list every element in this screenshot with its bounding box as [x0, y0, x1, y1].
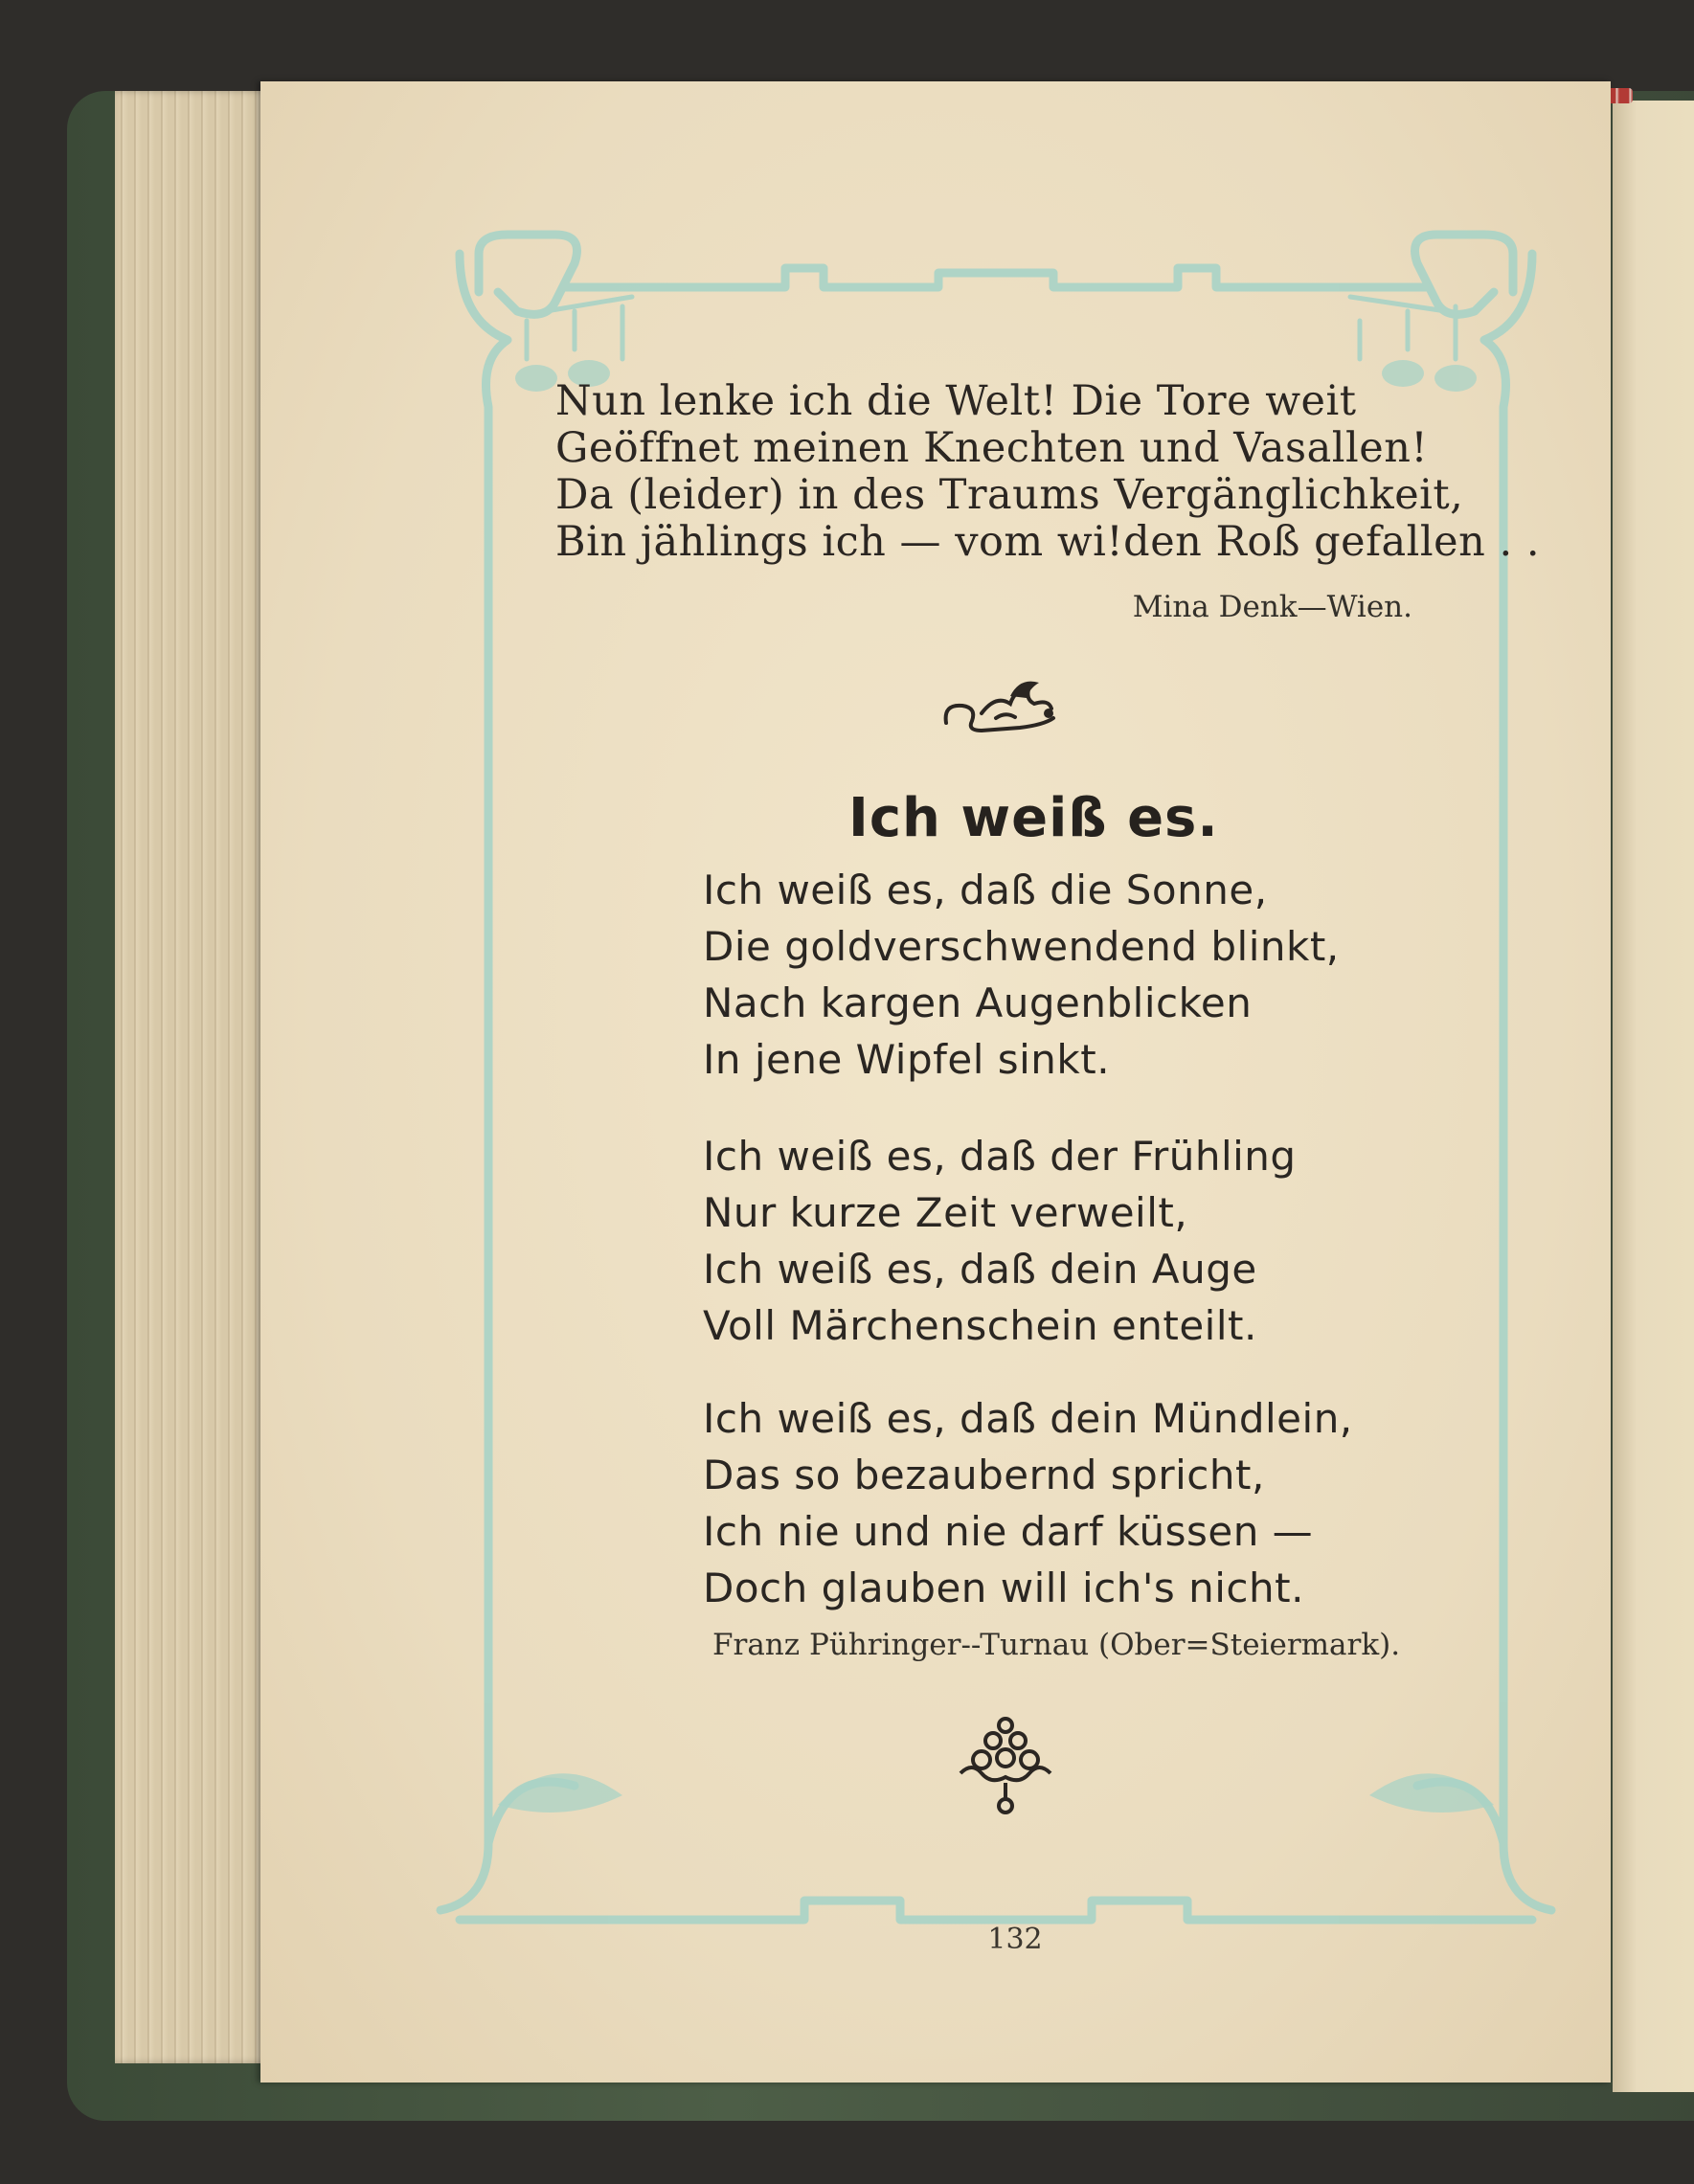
author-attribution: Franz Pühringer--Turnau (Ober=Steiermark). — [712, 1628, 1401, 1662]
poem-title: Ich weiß es. — [848, 787, 1219, 849]
stanza-2 — [703, 1128, 1297, 1354]
verse-line: Bin jählings ich — vom wi!den Roß gefallen . . — [555, 518, 1540, 566]
facing-page-edge — [1613, 101, 1694, 2092]
poem-fragment — [555, 378, 1540, 566]
verse-line: Die goldverschwendend blinkt, — [703, 923, 1340, 970]
verse-line: In jene Wipfel sinkt. — [703, 1036, 1111, 1083]
verse-line: Nach kargen Augenblicken — [703, 979, 1253, 1026]
verse-line: Nur kurze Zeit verweilt, — [703, 1189, 1188, 1236]
dragon-vignette-icon — [938, 675, 1073, 746]
verse-line: Geöffnet meinen Knechten und Vasallen! — [555, 424, 1429, 472]
verse-line: Ich nie und nie darf küssen — — [703, 1508, 1314, 1555]
floral-tailpiece-icon — [953, 1714, 1058, 1823]
author-attribution: Mina Denk—Wien. — [1132, 590, 1412, 624]
verse-line: Das so bezaubernd spricht, — [703, 1452, 1265, 1498]
page-number: 132 — [987, 1923, 1043, 1956]
verse-line: Ich weiß es, daß dein Mündlein, — [703, 1395, 1353, 1442]
verse-line: Nun lenke ich die Welt! Die Tore weit — [555, 377, 1357, 425]
verse-line: Ich weiß es, daß der Frühling — [703, 1133, 1297, 1180]
page-edges — [115, 91, 278, 2063]
verse-line: Voll Märchenschein enteilt. — [703, 1302, 1257, 1349]
stanza-1 — [703, 862, 1340, 1088]
verse-line: Ich weiß es, daß dein Auge — [703, 1246, 1257, 1293]
stanza-3 — [703, 1390, 1353, 1616]
verse-line: Ich weiß es, daß die Sonne, — [703, 867, 1268, 913]
verse-line: Da (leider) in des Traums Vergänglichkeit, — [555, 471, 1464, 519]
verse-line: Doch glauben will ich's nicht. — [703, 1565, 1304, 1611]
